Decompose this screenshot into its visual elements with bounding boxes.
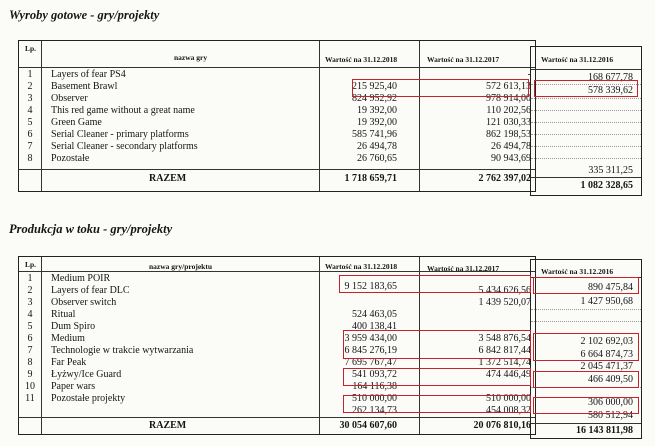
col-2018-header: Wartość na 31.12.2018	[325, 55, 398, 64]
highlight-box-medium-tech-2016	[533, 333, 639, 361]
col-2017-header: Wartość na 31.12.2017	[427, 55, 500, 64]
col-name-header: nazwa gry	[174, 53, 208, 62]
col-2017-header: Wartość na 31.12.2017	[427, 264, 500, 273]
section2-table: Lp. nazwa gry/projektu Wartość na 31.12.2018 Wartość na 31.12.2017 1 Medium POIR 2 Layers of fear DLC 9 152 183,65 5 434 626,56 3 Observer switch 1 439 520,07 4 Ritual 524 463,05 5 Dum Spiro 400 138,41 6 Medium 3 959 434,00 3 548 876,54 7 Technologie w trakcie wytwarzania 6 845 276,19 6 842 817,44 8 Far Peak 7 695 767,47 1 372 514,74 9 Łyżwy/Ice Guard 541 093,72 474 446,49 10 Paper wars 164 116,38 11 Pozostałe projekty 510 000,00 510 000,00 262 134,73 454 008,32 RAZEM 30 054 607,60 20 076 810,16	[18, 256, 536, 435]
section2-2016-box: Wartość na 31.12.2016 890 475,84 1 427 950,68 2 102 692,03 6 664 874,73 2 045 471,37 466 409,50 306 000,00 580 512,94 16 143 811,98	[530, 259, 642, 439]
highlight-box-medium-tech-2018-2017	[343, 330, 531, 359]
highlight-box-layers-2016	[533, 277, 639, 294]
section1-table: Lp. nazwa gry Wartość na 31.12.2018 Wartość na 31.12.2017 1 Layers of fear PS4 - 2 Basement Brawl 215 925,40 572 613,13 3 Observer 824 952,92 978 914,00 4 This red game without a great name 19 392,00 110 202,56 5 Green Game 19 392,00 121 030,33 6 Serial Cleaner - primary platforms 585 741,96 862 198,53 7 Serial Cleaner - secondary platforms 26 494,78 26 494,78 8 Pozostałe 26 760,65 90 943,69 RAZEM 1 718 659,71 2 762 397,02	[18, 40, 536, 192]
highlight-box-paper-2018-2017	[343, 395, 531, 413]
section2-title: Produkcja w toku - gry/projekty	[9, 222, 173, 236]
highlight-box-paper-2016	[533, 397, 639, 414]
highlight-box-layers-2018-2017	[339, 275, 531, 293]
col-2016-header: Wartość na 31.12.2016	[541, 55, 614, 64]
highlight-box-2016	[534, 80, 638, 97]
highlight-box-lyzwy-2018-2017	[343, 368, 531, 386]
highlight-box-2018-2017	[352, 79, 529, 97]
highlight-box-lyzwy-2016	[533, 371, 639, 388]
col-lp-header: Lp.	[25, 44, 37, 53]
section1-2016-box: Wartość na 31.12.2016 168 677,78 578 339,62 335 311,25 1 082 328,65	[530, 46, 642, 196]
col-name-header: nazwa gry/projektu	[149, 262, 212, 271]
col-lp-header: Lp.	[25, 260, 37, 269]
col-2018-header: Wartość na 31.12.2018	[325, 262, 398, 271]
section1-title: Wyroby gotowe - gry/projekty	[9, 8, 160, 22]
col-2016-header: Wartość na 31.12.2016	[541, 267, 614, 276]
